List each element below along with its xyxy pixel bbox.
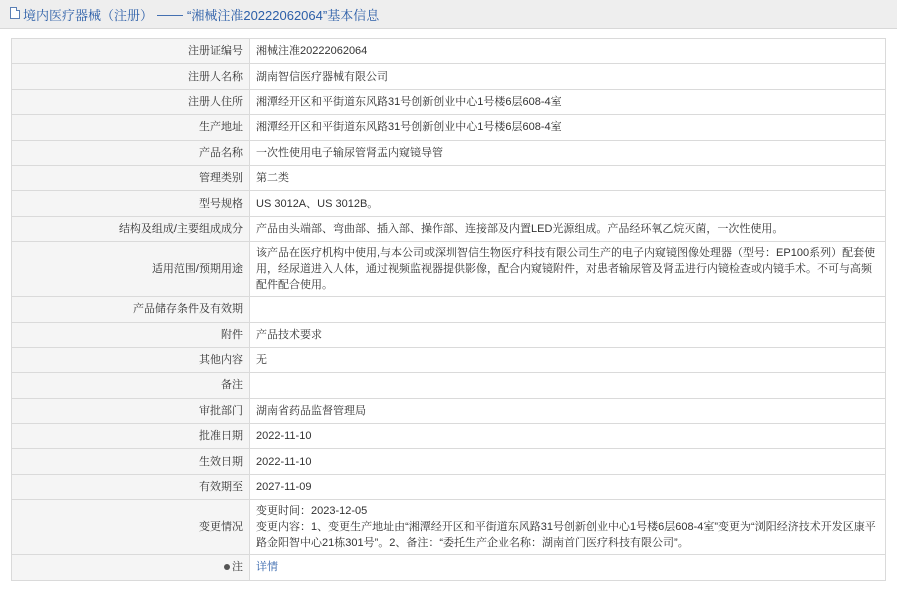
row-value: US 3012A、US 3012B。	[250, 191, 886, 216]
table-row	[12, 474, 886, 499]
table-row-change	[12, 500, 886, 555]
row-label	[12, 555, 250, 580]
row-label: 审批部门	[12, 398, 250, 423]
row-value: 湖南智信医疗器械有限公司	[250, 64, 886, 89]
row-label: 管理类别	[12, 165, 250, 190]
table-row	[12, 424, 886, 449]
row-value: 湘潭经开区和平街道东风路31号创新创业中心1号楼6层608-4室	[250, 115, 886, 140]
row-label: 结构及组成/主要组成成分	[12, 216, 250, 241]
table-row	[12, 64, 886, 89]
table-row-note	[12, 555, 886, 580]
row-value: 2027-11-09	[250, 474, 886, 499]
header-category: 境内医疗器械（注册）	[23, 7, 154, 23]
table-row	[12, 140, 886, 165]
row-label: 其他内容	[12, 347, 250, 372]
table-row	[12, 398, 886, 423]
change-content: 变更内容：1、变更生产地址由“湘潭经开区和平街道东风路31号创新创业中心1号楼6层608-4室”变更为“浏阳经济技术开发区康平路金阳智中心21栋301号”。2、备注：“委托生产企业名称：湖南首门医疗科技有限公司”。	[256, 521, 876, 550]
row-value: 产品技术要求	[250, 322, 886, 347]
change-details	[250, 500, 886, 555]
table-row	[12, 115, 886, 140]
pin-icon	[224, 564, 230, 570]
row-value: 2022-11-10	[250, 449, 886, 474]
table-row	[12, 347, 886, 372]
table-row	[12, 39, 886, 64]
row-label: 注册证编号	[12, 39, 250, 64]
note-label: 注	[232, 561, 243, 574]
row-label: 生效日期	[12, 449, 250, 474]
row-value: 湘潭经开区和平街道东风路31号创新创业中心1号楼6层608-4室	[250, 89, 886, 114]
row-value: 产品由头端部、弯曲部、插入部、操作部、连接部及内置LED光源组成。产品经环氧乙烷灭菌，一次性使用。	[250, 216, 886, 241]
row-label: 生产地址	[12, 115, 250, 140]
note-value	[250, 555, 886, 580]
row-value	[250, 297, 886, 322]
row-label: 批准日期	[12, 424, 250, 449]
row-value: 无	[250, 347, 886, 372]
table-row	[12, 449, 886, 474]
row-value	[250, 373, 886, 398]
table-row	[12, 216, 886, 241]
row-label: 注册人住所	[12, 89, 250, 114]
row-value: 一次性使用电子输尿管肾盂内窥镜导管	[250, 140, 886, 165]
row-label: 产品储存条件及有效期	[12, 297, 250, 322]
row-label: 有效期至	[12, 474, 250, 499]
row-value: 该产品在医疗机构中使用,与本公司或深圳智信生物医疗科技有限公司生产的电子内窥镜图像处理器（型号：EP100系列）配套使用，经尿道进入人体，通过视频监视器提供影像，配合内窥镜附件，对患者输尿管及肾盂进行内镜检查或内镜手术。不可与高频配件配合使用。	[250, 242, 886, 297]
table-row	[12, 165, 886, 190]
change-time: 变更时间：2023-12-05	[256, 505, 368, 518]
row-label: 产品名称	[12, 140, 250, 165]
row-label: 变更情况	[12, 500, 250, 555]
info-table	[11, 38, 886, 581]
table-row	[12, 191, 886, 216]
table-row	[12, 297, 886, 322]
row-value: 2022-11-10	[250, 424, 886, 449]
table-row	[12, 373, 886, 398]
row-value: 湘械注准20222062064	[250, 39, 886, 64]
header-title: “湘械注准20222062064”基本信息	[187, 7, 380, 23]
table-row	[12, 242, 886, 297]
row-label: 注册人名称	[12, 64, 250, 89]
row-label: 附件	[12, 322, 250, 347]
row-label: 适用范围/预期用途	[12, 242, 250, 297]
row-value: 第二类	[250, 165, 886, 190]
details-link[interactable]: 详情	[256, 561, 278, 574]
page-header	[0, 0, 897, 29]
row-value: 湖南省药品监督管理局	[250, 398, 886, 423]
row-label: 备注	[12, 373, 250, 398]
table-row	[12, 322, 886, 347]
row-label: 型号规格	[12, 191, 250, 216]
header-separator: ——	[157, 6, 184, 22]
document-icon	[10, 7, 20, 19]
table-row	[12, 89, 886, 114]
